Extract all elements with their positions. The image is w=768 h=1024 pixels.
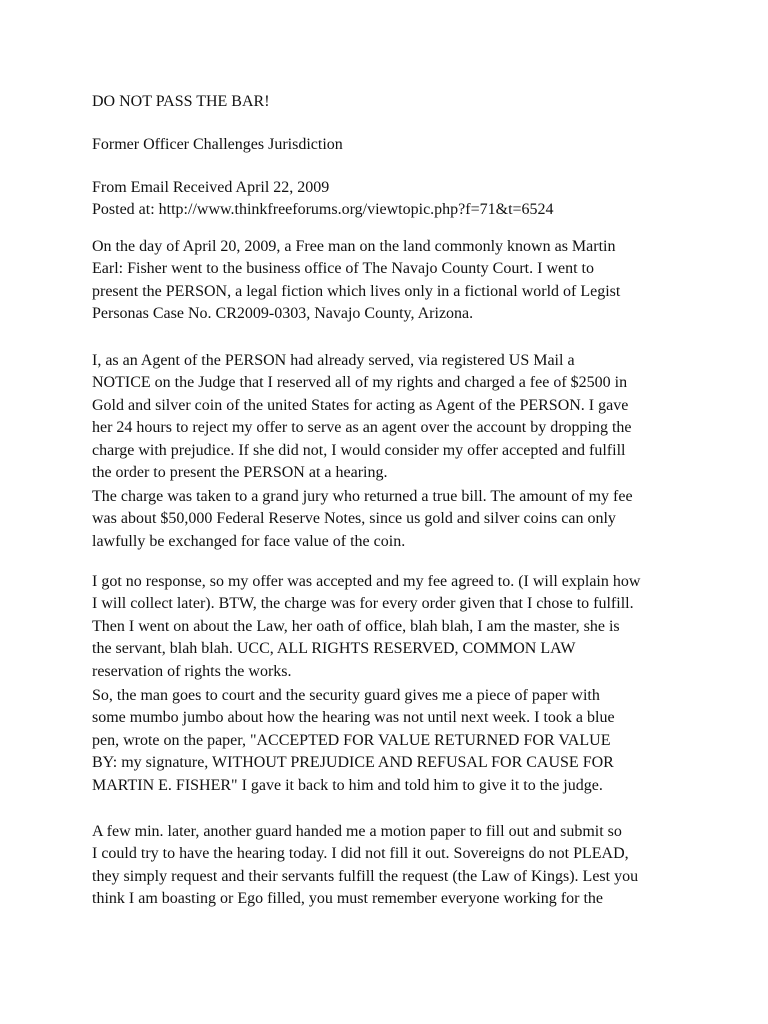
- paragraph: I got no response, so my offer was accepted and my fee agreed to. (I will explain how I will collect later). BTW, the charge was for every order given that I chose to fulfill. Then I went on about the Law, her oath of office, blah blah, I am the master, she is the servant, blah blah. UCC, ALL RIGHTS RESERVED, COMMON LAW reservation of rights the works.: [92, 573, 641, 680]
- paragraph: So, the man goes to court and the security guard gives me a piece of paper with some mumbo jumbo about how the hearing was not until next week. I took a blue pen, wrote on the paper, "ACCEPTED FOR VALUE RETURNED FOR VALUE BY: my signature, WITHOUT PREJUDICE AND REFUSAL FOR CAUSE FOR MARTIN E. FISHER" I gave it back to him and told him to give it to the judge.: [92, 687, 615, 794]
- paragraph: A few min. later, another guard handed me a motion paper to fill out and submit so I could try to have the hearing today. I did not fill it out. Sovereigns do not PLEAD, they simply request and their servants fulfill the request (the Law of Kings). Lest you think I am boasting or Ego filled, you must remember everyone working for the: [92, 823, 639, 908]
- paragraph: On the day of April 20, 2009, a Free man on the land commonly known as Martin Earl: Fisher went to the business office of The Navajo County Court. I went to present the PERSON, a legal fiction which lives only in a fictional world of Legist Personas Case No. CR2009-0303, Navajo County, Arizona.: [92, 238, 621, 323]
- document-heading: DO NOT PASS THE BAR!: [92, 93, 270, 110]
- paragraph: I, as an Agent of the PERSON had already served, via registered US Mail a NOTICE on the Judge that I reserved all of my rights and charged a fee of $2500 in Gold and silver coin of the united States for acting as Agent of the PERSON. I gave her 24 hours to reject my offer to serve as an agent over the account by dropping the charge with prejudice. If she did not, I would consider my offer accepted and fulfill the order to present the PERSON at a hearing.: [92, 352, 632, 482]
- document-subtitle: Former Officer Challenges Jurisdiction: [92, 136, 343, 153]
- paragraph: The charge was taken to a grand jury who returned a true bill. The amount of my fee was about $50,000 Federal Reserve Notes, since us gold and silver coins can only lawfully be exchanged for face value of the coin.: [92, 488, 633, 550]
- source-info: From Email Received April 22, 2009 Posted at: http://www.thinkfreeforums.org/viewtopic.php?f=71&t=6524: [92, 179, 554, 219]
